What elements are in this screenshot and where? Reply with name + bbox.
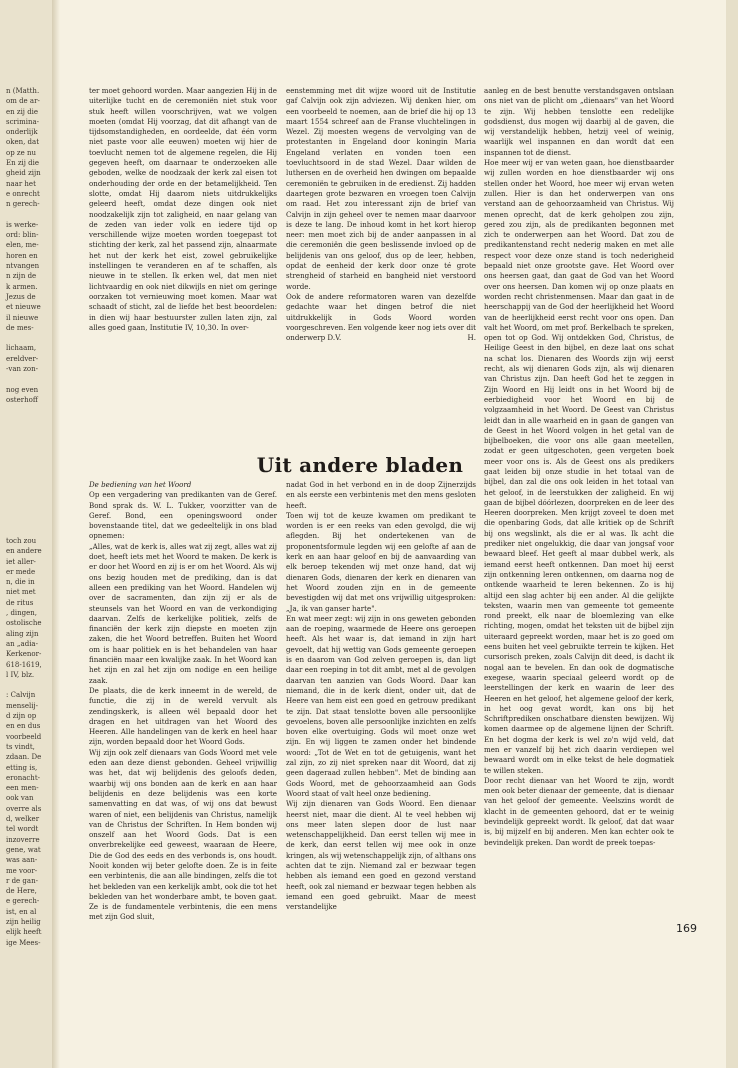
column-1-bottom-paragraph: Wij zijn ook zelf dienaars van Gods Woord met vele eden aan deze dienst gebonden. Geheel vrijwillig was het, dat wij belijdenis des geloofs deden, waarbij wij ons bonden aan de kerk en aan haar belijdenis en deze belijdenis was een korte samenvatting en dat was, of wij ons dat bewust waren of niet, een belijdenis van Christus, namelijk van de Christus der Schriften. In Hem bonden wij onszelf aan het Woord Gods. Dat is een onverbrekelijke eed geweest, waaraan de Heere, Die de God des eeds en des verbonds is, ons houdt. Nooit konden wij beter gelofte doen. Ze is in feite een verbintenis, die aan alle bindingen, zelfs die tot het bekleden van een kerkelijk ambt, ook die tot het bekleden van het wonderbare ambt, te boven gaat. Ze is de fundamentele verbintenis, die een mens met zijn God sluit, [89, 747, 277, 922]
margin-fragment: nog even [6, 385, 39, 394]
margin-fragment: er mede [6, 567, 36, 576]
column-1-bottom [89, 480, 277, 956]
margin-fragment: r de gan- [6, 876, 38, 885]
margin-fragment: zdaan. De [6, 753, 42, 762]
margin-fragment: toch zou [6, 537, 37, 545]
margin-fragment: ts vindt, [6, 742, 35, 751]
margin-fragment: 618-1619, [6, 660, 42, 669]
margin-fragment: op ze nu [6, 148, 36, 157]
margin-fragment: il nieuwe [6, 313, 39, 322]
margin-fragment: n (Matth. [6, 87, 40, 95]
left-margin-fragments-top [6, 86, 50, 404]
column-3-paragraph: aanleg en de best benutte verstandsgaven ontslaan ons niet van de plicht om „dienaars" van het Woord te zijn. Wij hebben tenslotte een redelijke godsdienst, dus mogen wij daarbij al de gaven, die wij verstandelijk hebben, hetzij veel of weinig, waarlijk wel inspannen en dan wordt dat een inspannen tot de dienst. [484, 86, 674, 157]
margin-fragment: l IV, blz. [6, 670, 35, 679]
margin-fragment: de Here, [6, 887, 37, 896]
margin-fragment: een men- [6, 784, 39, 793]
margin-fragment: et nieuwe [6, 303, 41, 312]
margin-fragment: oken, dat [6, 138, 40, 147]
column-3-paragraph: Door recht dienaar van het Woord te zijn, wordt men ook beter dienaar der gemeente, dat is dienaar van het geloof der gemeente. Veelszins wordt de klacht in de gemeenten gehoord, dat er te weinig bevindelijk gepreekt wordt. Ik geloof, dat dat waar is, bij mijzelf en bij anderen. Men kan echter ook te bevindelijk preken. Dan wordt de preek toepas- [484, 775, 674, 847]
margin-fragment [6, 333, 50, 343]
page-number: 169 [676, 922, 697, 935]
column-3-paragraph: Hoe meer wij er van weten gaan, hoe dienstbaarder wij zullen worden en hoe dienstbaarder wij ons stellen onder het Woord, hoe meer wij ervan weten zullen. Hier is dan het onderwerpen van ons verstand aan de gehoorzaamheid van Christus. Wij menen oprecht, dat de kerk geholpen zou zijn, gered zou zijn, als de predikanten begonnen met zich te onderwerpen aan het Woord. Dat zou de predikantenstand recht nederig maken en met alle respect voor deze onze stand is toch nederigheid bepaald niet onze grootste gave. Het Woord over ons heersen gaat, dan gaat de God van het Woord over ons heersen. Dan komen wij op onze plaats en worden recht christenmensen. Maar dan gaat in de heerschappij van de God der heerlijkheid het Woord van de heerlijkheid eerst recht voor ons open. Dan valt het Woord, om met prof. Berkelbach te spreken, open tot op God. Wij ontdekken God, Christus, de Heilige Geest in den bijbel, en deze laat ons schat na schat los. Dienaren des Woords zijn wij eerst recht, als wij dienaren Gods zijn, als wij dienaren van Christus zijn. Dan heeft God het te zeggen in Zijn Woord en Hij leidt ons in het Woord bij de eerbiedigheid voor het Woord en bij de volgzaamheid in het Woord. De Geest van Christus leidt dan in alle waarheid en in gaan de gangen van de Geest in het Woord volgen in het getal van de bijbelboeken, die voor ons alle gaan meetellen, zodat er geen uitgeschoten, geen vergeten boek meer voor ons is. Als de Geest ons als predikers gaat leiden bij onze studie in het totaal van de bijbel, dan zal die ons ook leiden in het totaal van het geloof, in de leerstukken der zaligheid. En wij gaan de bijbel dóórlezen, doorpreken en de leer des Heeren doorpreken. Men krijgt zoveel te doen met die openbaring Gods, dat alle kritiek op de Schrift bij ons wegslinkt, als die er al was. Ik acht die prediker niet ongelukkig, die daar van jongsaf voor bewaard bleef. Het geeft al maar dubbel werk, als iemand eerst heeft ontkennen. Dan moet hij eerst zijn ontkenning leren ontkennen, om daarna nog de ontkende waarheid te leren bekennen. Zo is hij altijd een slag achter bij een ander. Al die gelijkte teksten, waarin men van gemeente tot gemeente rond preekt, elk naar de bloemlezing van elke richting, mogen, omdat het teksten uit de bijbel zijn uiteraard gepreekt worden, maar het is zo goed om eens buiten het veel gebruikte terrein te kijken. Het cursorisch preken, zoals Calvijn dit deed, is dacht ik nogal aan te bevelen. En dan ook de dogmatische exegese, waarin speciaal geleerd wordt op de leerstellingen der kerk en waarin de leer des Heeren en het geloof, het algemene geloof der kerk, in het oog gevat wordt, kan ons bij het Schriftprediken onschatbare diensten bewijzen. Wij komen daarmee op de algemene lijnen der Schrift. En het dogma der kerk is wel zo'n wijd veld, dat men er vanzelf bij het zich daarin verdiepen wel bewaard wordt om in elke tekst de hele dogmatiek te willen steken. [484, 158, 674, 775]
margin-fragment: Kerkenor- [6, 650, 42, 659]
margin-fragment: n, die in [6, 578, 35, 587]
margin-fragment: niet met [6, 588, 36, 597]
margin-fragment: d, welker [6, 815, 40, 824]
margin-fragment: tel wordt [6, 825, 39, 834]
column-1-bottom-body [89, 490, 277, 922]
margin-fragment: horen en [6, 251, 38, 260]
margin-fragment: ereldver- [6, 354, 39, 363]
margin-fragment: ige Mees- [6, 938, 41, 947]
margin-fragment: ist, en al [6, 907, 37, 916]
margin-fragment: ntvangen [6, 262, 40, 271]
margin-fragment: n zijn de [6, 272, 37, 281]
column-2-top-text: eenstemming met dit wijze woord uit de Institutie gaf Calvijn ook zijn adviezen. Wij denken hier, om een voorbeeld te noemen, aan de brief die hij op 13 maart 1554 schreef aan de Franse vluchtelingen in Wezel. Zij moesten wegens de vervolging van de protestanten in Engeland door koningin Maria Engeland verlaten en vonden toen een toevluchtsoord in de stad Wezel. Daar wilden de luthersen en de overheid hen dwingen om bepaalde ceremoniën te gebruiken in de eredienst. Zij hadden daartegen grote bezwaren en vroegen toen Calvijn om raad. Het zou interessant zijn de brief van Calvijn in zijn geheel over te nemen maar daarvoor is deze te lang. De inhoud komt in het kort hierop neer: men moet zich bij de ander aanpassen in al die ceremoniën die geen beslissende invloed op de belijdenis van ons geloof, dus op de leer, hebben, opdat de eenheid der kerk door onze té grote strengheid of starheid en bangheid niet verstoord worde. [286, 86, 476, 291]
margin-fragment: Jezus de [6, 292, 36, 301]
margin-fragment: was aan- [6, 856, 38, 865]
margin-fragment: naar het [6, 179, 36, 188]
margin-fragment: lichaam, [6, 344, 37, 353]
signature: H. [467, 333, 476, 343]
column-2-bottom-paragraph: nadat God in het verbond en in de doop Zijnerzijds en als eerste een verbintenis met den mens gesloten heeft. [286, 480, 476, 510]
margin-fragment: En zij die [6, 159, 40, 168]
margin-fragment: de ritus [6, 598, 34, 607]
column-1-bottom-paragraph: De plaats, die de kerk inneemt in de wereld, de functie, die zij in de wereld vervult als zendingskerk, is alleen wél bepaald door het dragen en het uitdragen van het Woord des Heeren. Alle handelingen van de kerk en heel haar zijn, worden bepaald door het Woord Gods. [89, 685, 277, 747]
column-3 [484, 86, 674, 956]
margin-fragment: osterhoff [6, 395, 38, 404]
column-1-top [89, 86, 277, 418]
margin-fragment: -van zon- [6, 365, 39, 374]
margin-fragment: gheid zijn [6, 169, 41, 178]
margin-fragment: ostolische [6, 619, 42, 628]
margin-fragment: me voor- [6, 866, 38, 875]
margin-fragment: en andere [6, 547, 42, 556]
margin-fragment: aling zijn [6, 629, 39, 638]
column-1-bottom-paragraph: Op een vergadering van predikanten van de Geref. Bond sprak ds. W. L. Tukker, voorzitter van de Geref. Bond, een openingswoord onder bovenstaande titel, dat we gedeeltelijk in ons blad opnemen: [89, 490, 277, 541]
margin-fragment: ook van [6, 794, 34, 803]
margin-fragment: is werke- [6, 220, 39, 229]
margin-fragment: e onrecht [6, 189, 40, 198]
margin-fragment: zijn heilig [6, 917, 41, 926]
column-2-bottom-paragraph: En wat meer zegt: wij zijn in ons geweten gebonden aan de roeping, waarmede de Heere ons geroepen heeft. Als het waar is, dat iemand in zijn hart gevoelt, dat hij wettig van Gods gemeente geroepen is en daarom van God zelven geroepen is, dan ligt daar een roeping in tot dit ambt, met al de gevolgen daarvan ten aanzien van Gods Woord. Daar kan niemand, die in de kerk dient, onder uit, dat de Heere van hem eist een goed en getrouw predikant te zijn. Dat staat tenslotte boven alle persoonlijke gevoelens, boven alle persoonlijke inzichten en zelfs boven elke overtuiging. Gods wil moet onze wet zijn. En wij liggen te zamen onder het bindende woord: „Tot de Wet en tot de getuigenis, want het zal zijn, zo zij niet spreken naar dit Woord, dat zij geen dageraad zullen hebben". Met de binding aan Gods Woord, met de gehoorzaamheid aan Gods Woord staat of valt heel onze bediening. [286, 613, 476, 798]
column-1-top-text: ter moet gehoord worden. Maar aangezien Hij in de uiterlijke tucht en de ceremoniën niet stuk voor stuk heeft willen voorschrijven, wat we volgen moeten (omdat Hij voorzag, dat dit afhangt van de tijdsomstandigheden, en oordeelde, dat één vorm niet paste voor alle eeuwen) moeten wij hier de toevlucht nemen tot de algemene regelen, die Hij gegeven heeft, om daarnaar te onderzoeken alle geboden, welke de noodzaak der kerk zal eisen tot onderhouding der orde en der betamelijkheid. Ten slotte, omdat Hij daarom niets uitdrukkelijks geleerd heeft, omdat deze dingen ook niet noodzakelijk zijn tot zaligheid, en naar gelang van de zeden van ieder volk en iedere tijd op verschillende wijze moeten worden toegepast tot stichting der kerk, zal het passend zijn, alnaarmate het nut der kerk het eist, zowel gebruikelijke instellingen te veranderen en af te schaffen, als nieuwe in te stellen. Ik erken wel, dat men niet lichtvaardig en ook niet dikwijls en niet om geringe oorzaken tot vernieuwing moet komen. Maar wat schaadt of sticht, zal de liefde het best beoordelen: in dien wij haar bestuurster zullen laten zijn, zal alles goed gaan, Institutie IV, 10,30. In over- [89, 86, 277, 332]
column-2-top-text-2: Ook de andere reformatoren waren van dezelfde gedachte waar het dingen betrof die niet uitdrukkelijk in Gods Woord worden voorgeschreven. Een volgende keer nog iets over dit onderwerp D.V. H. [286, 291, 476, 343]
margin-fragment [6, 210, 50, 220]
margin-fragment: voorbeeld [6, 732, 42, 741]
margin-fragment: gene, wat [6, 845, 41, 854]
margin-fragment: inzoverre [6, 835, 40, 844]
margin-fragment: eronacht- [6, 773, 40, 782]
margin-fragment: k armen. [6, 282, 38, 291]
column-1-bottom-paragraph: „Alles, wat de kerk is, alles wat zij zegt, alles wat zij doet, heeft iets met het Woord te maken. De kerk is er door het Woord en zij is er om het Woord. Als wij ons bezig houden met de prediking, dan is dat alleen een prediking van het Woord. Handelen wij over de sacramenten, dan zijn zij er als de steunsels van het Woord en van de verkondiging daarvan. Zelfs de kerkelijke politiek, zelfs de financiën der kerk zijn diepste en moeten zijn zaken, die het Woord betreffen. Buiten het Woord om is haar politiek en is het behandelen van haar financiën maar een kwalijke zaak. In het Woord kan het zijn en zal het zijn om nodige en een heilige zaak. [89, 541, 277, 685]
margin-fragment: d zijn op [6, 712, 37, 721]
margin-fragment: etting is, [6, 763, 38, 772]
margin-fragment: en en dus [6, 722, 41, 731]
section-headline: Uit andere bladen [256, 453, 464, 478]
left-margin-fragments-bottom [6, 536, 50, 956]
margin-fragment: de mes- [6, 323, 34, 332]
column-2-bottom [286, 480, 476, 956]
margin-fragment: overre als [6, 804, 42, 813]
column-2-top [286, 86, 476, 418]
margin-fragment: om de ar- [6, 97, 40, 106]
margin-fragment: ord: blin- [6, 231, 39, 240]
margin-fragment: iet aller- [6, 557, 36, 566]
margin-fragment [6, 374, 50, 384]
margin-fragment: en zij die [6, 107, 39, 116]
column-2-bottom-paragraph: Wij zijn dienaren van Gods Woord. Een dienaar heerst niet, maar die dient. Al te veel hebben wij ons meer laten slepen door de lust naar wetenschappelijkheid. Dan eerst tellen wij mee in de kerk, dan eerst tellen wij mee ook in onze kringen, als wij wetenschappelijk zijn, of althans ons achten dat te zijn. Niemand zal er bezwaar tegen hebben als iemand een goed en gezond verstand heeft, ook zal niemand er bezwaar tegen hebben als iemand een goed gebruikt. Maar de meest verstandelijke [286, 799, 476, 912]
margin-fragment: scrimina- [6, 117, 40, 126]
page-fold-shadow [52, 0, 60, 1068]
margin-fragment: : Calvijn [6, 691, 36, 700]
margin-fragment: , dingen, [6, 609, 38, 618]
margin-fragment: e gerech- [6, 897, 40, 906]
margin-fragment: menselij- [6, 701, 39, 710]
margin-fragment: elijk heeft [6, 928, 42, 937]
margin-fragment: n gerech- [6, 200, 40, 209]
article-subtitle: De bediening van het Woord [89, 480, 192, 489]
margin-fragment: elen, me- [6, 241, 39, 250]
column-2-bottom-paragraph: Toen wij tot de keuze kwamen om predikant te worden is er een reeks van eden gevolgd, die wij aflegden. Bij het ondertekenen van de proponentsformule legden wij een gelofte af aan de kerk en aan haar geloof en bij de aanvaarding van elk beroep tekenden wij met onze hand, dat wij dienaren Gods, dienaren der kerk en dienaren van het Woord zouden zijn en in de gemeente bevestigden wij dat met ons vrijwillig uitgesproken: „Ja, ik van ganser harte". [286, 510, 476, 613]
page-right-edge [726, 0, 738, 1068]
margin-fragment [6, 680, 50, 690]
margin-fragment: onderlijk [6, 128, 38, 137]
margin-fragment: an „adia- [6, 639, 38, 648]
